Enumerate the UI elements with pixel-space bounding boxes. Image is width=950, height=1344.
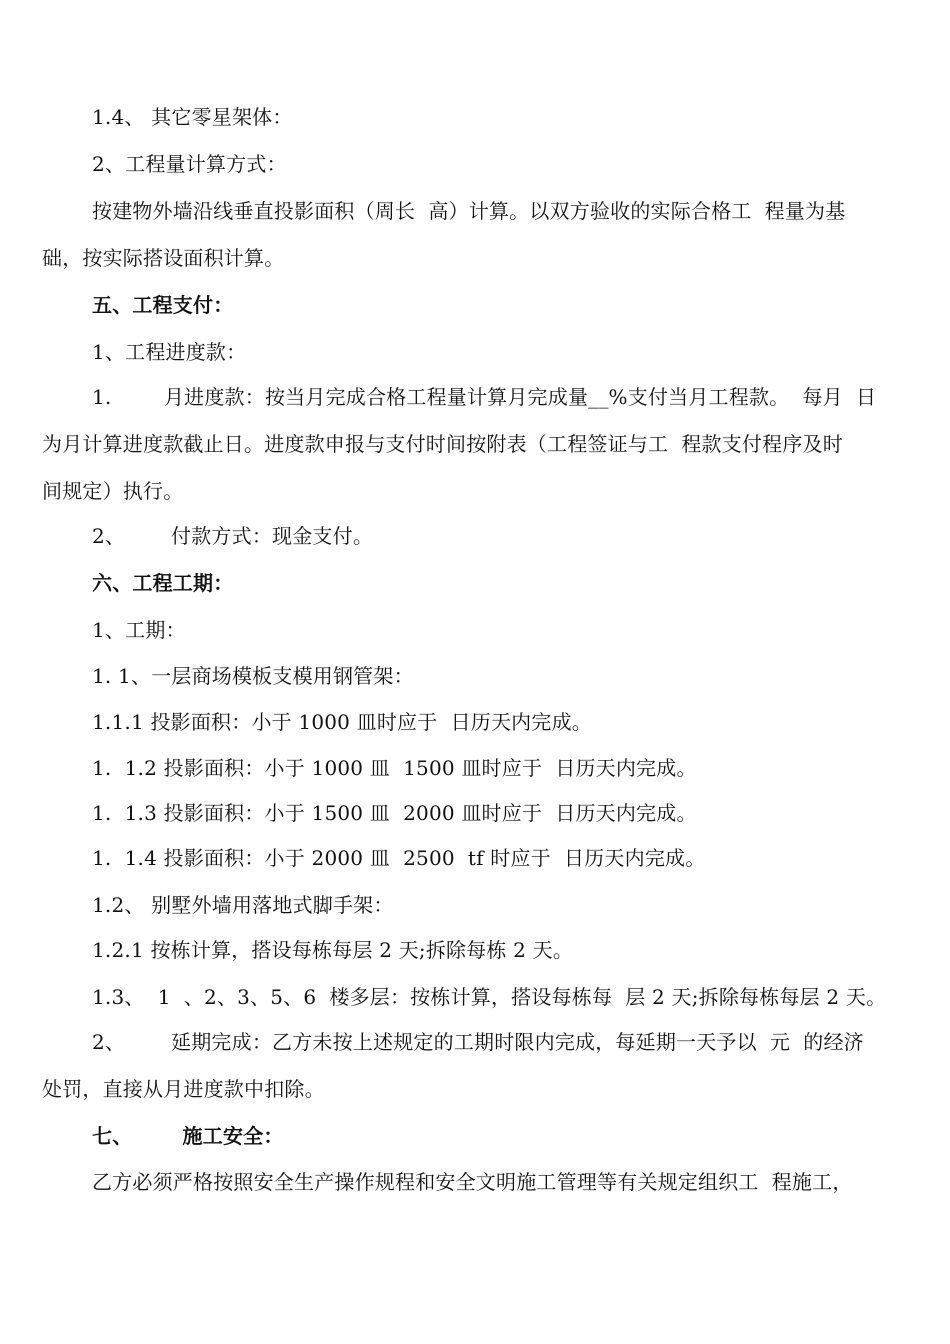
clause-heading: 1、工程进度款： (92, 340, 247, 364)
clause-line: 1.1.1 投影面积：小于 1000 皿时应于 日历天内完成。 (92, 710, 592, 734)
paragraph-line: 1. 月进度款：按当月完成合格工程量计算月完成量__%支付当月工程款。 每月 日 (92, 385, 877, 409)
clause-line: 1.2.1 按栋计算，搭设每栋每层 2 天;拆除每栋 2 天。 (92, 938, 574, 962)
section-heading-6: 六、工程工期： (92, 571, 234, 595)
clause-1-4: 1.4、 其它零星架体： (92, 105, 293, 129)
paragraph-line: 础，按实际搭设面积计算。 (42, 246, 285, 270)
clause-line: 1. 1.3 投影面积：小于 1500 皿 2000 皿时应于 日历天内完成。 (92, 801, 697, 825)
clause-line: 1. 1.2 投影面积：小于 1000 皿 1500 皿时应于 日历天内完成。 (92, 756, 697, 780)
clause-line: 1. 1.4 投影面积：小于 2000 皿 2500 tf 时应于 日历天内完成。 (92, 846, 706, 870)
section-heading-7: 七、 施工安全： (92, 1124, 284, 1148)
clause-line: 1.3、 1 、2、3、5、6 楼多层：按栋计算，搭设每栋每 层 2 天;拆除每栋每层 2 天。 (92, 985, 887, 1009)
clause-line: 1. 1、一层商场模板支模用钢管架： (92, 664, 414, 688)
section-heading-5: 五、工程支付： (92, 293, 234, 317)
paragraph-line: 2、 延期完成：乙方未按上述规定的工期时限内完成，每延期一天予以 元 的经济 (92, 1030, 864, 1054)
clause-line: 2、 付款方式：现金支付。 (92, 524, 374, 548)
paragraph-line: 为月计算进度款截止日。进度款申报与支付时间按附表（工程签证与工 程款支付程序及时 (42, 432, 843, 456)
clause-2-heading: 2、工程量计算方式： (92, 152, 287, 176)
paragraph-line: 按建物外墙沿线垂直投影面积（周长 高）计算。以双方验收的实际合格工 程量为基 (92, 199, 846, 223)
paragraph-line: 间规定）执行。 (42, 479, 184, 503)
clause-line: 1.2、 别墅外墙用落地式脚手架： (92, 893, 394, 917)
paragraph-line: 处罚，直接从月进度款中扣除。 (42, 1077, 325, 1101)
paragraph-line: 乙方必须严格按照安全生产操作规程和安全文明施工管理等有关规定组织工 程施工， (92, 1170, 853, 1194)
clause-heading: 1、工期： (92, 618, 186, 642)
